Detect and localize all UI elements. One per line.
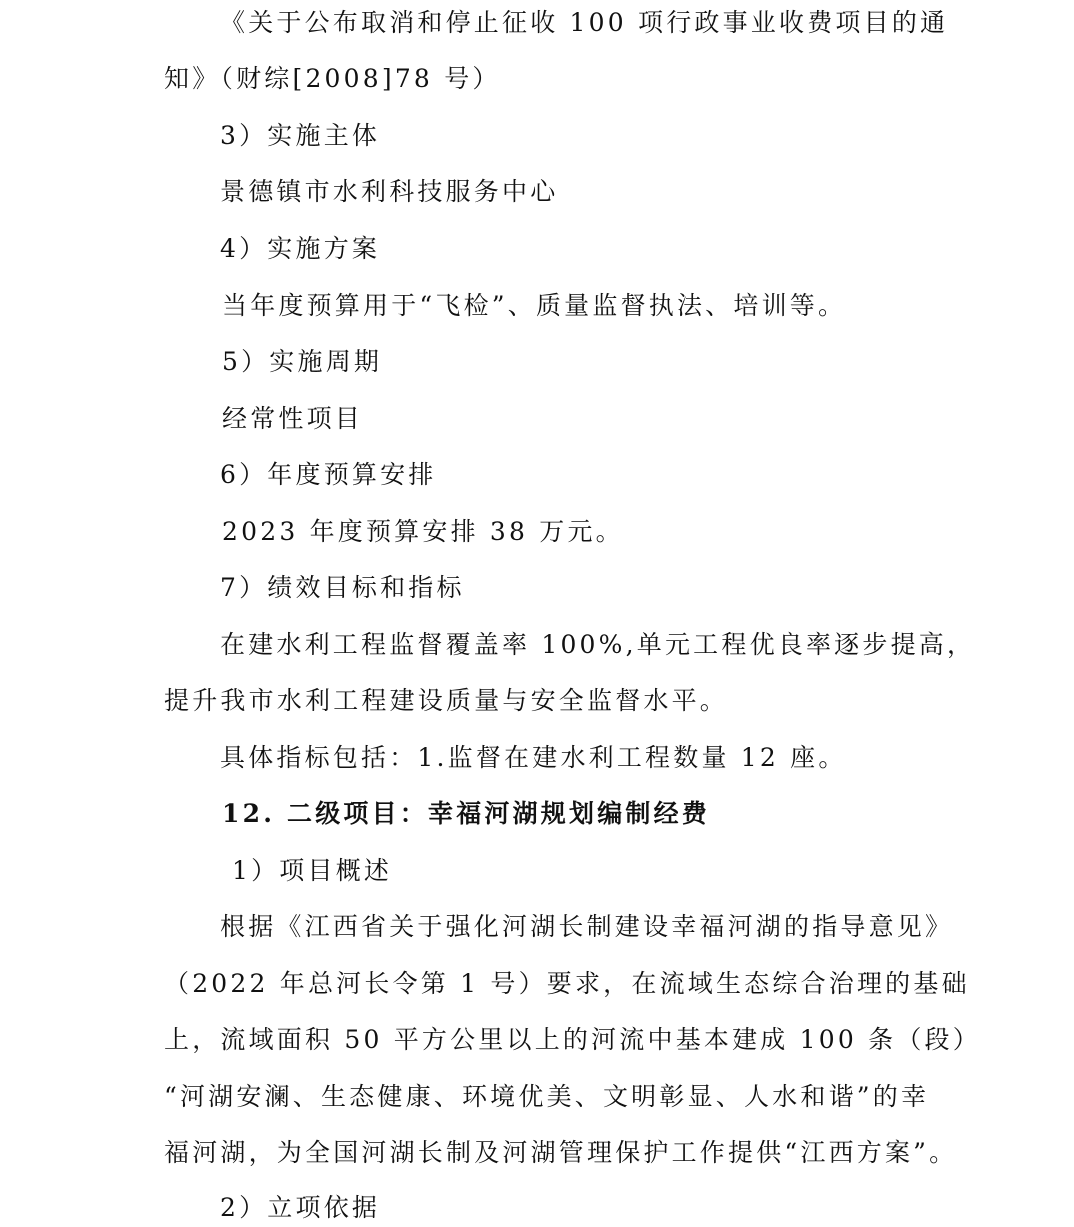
text-line: 具体指标包括：1.监督在建水利工程数量 12 座。 [220,743,847,772]
text-line: “河湖安澜、生态健康、环境优美、文明彰显、人水和谐”的幸 [164,1082,930,1111]
text-line: （2022 年总河长令第 1 号）要求，在流域生态综合治理的基础 [164,969,970,998]
section-heading: 12. 二级项目：幸福河湖规划编制经费 [222,799,710,828]
text-line: 景德镇市水利科技服务中心 [220,177,559,206]
text-line: 2023 年度预算安排 38 万元。 [222,517,624,546]
list-heading: 5）实施周期 [222,347,383,376]
text-line: 知》（财综[2008]78 号） [164,64,501,93]
list-heading: 3）实施主体 [220,121,381,150]
text-line: 根据《江西省关于强化河湖长制建设幸福河湖的指导意见》 [220,912,954,941]
text-line: 上，流域面积 50 平方公里以上的河流中基本建成 100 条（段） [164,1025,981,1054]
list-heading: 4）实施方案 [220,234,381,263]
text-line: 在建水利工程监督覆盖率 100%,单元工程优良率逐步提高， [220,630,976,659]
text-line: 《关于公布取消和停止征收 100 项行政事业收费项目的通 [220,8,949,37]
list-heading: 1）项目概述 [232,856,393,885]
list-heading: 7）绩效目标和指标 [220,573,465,602]
text-line: 当年度预算用于“飞检”、质量监督执法、培训等。 [222,291,847,320]
text-line: 经常性项目 [222,404,364,433]
text-line: 提升我市水利工程建设质量与安全监督水平。 [164,686,729,715]
list-heading: 6）年度预算安排 [220,460,437,489]
list-heading: 2）立项依据 [220,1193,381,1222]
text-line: 福河湖，为全国河湖长制及河湖管理保护工作提供“江西方案”。 [164,1138,958,1167]
